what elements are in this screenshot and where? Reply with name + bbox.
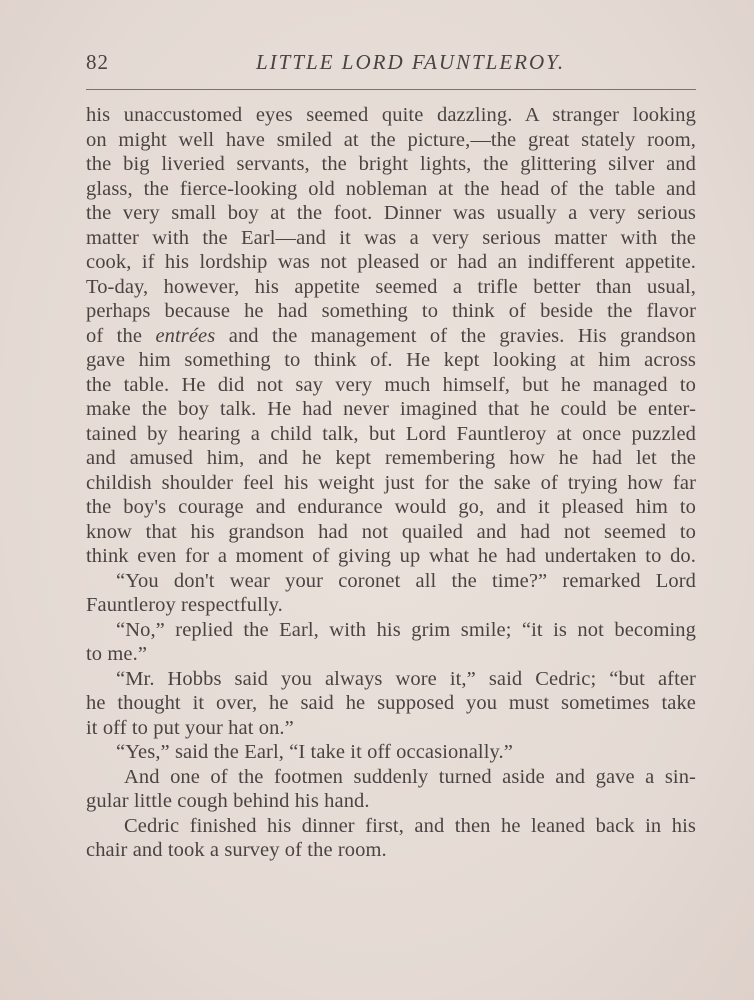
header-rule: [86, 89, 696, 90]
text-line: [86, 275, 696, 300]
text-line: [86, 544, 696, 569]
text-segment: perhaps because he had something to think of beside the flavor: [86, 300, 696, 322]
text-segment: “Mr. Hobbs said you always wore it,” said Cedric; “but after: [116, 667, 696, 690]
text-line: [86, 691, 696, 716]
text-segment: “Yes,” said the Earl, “I take it off occasionally.”: [116, 741, 513, 763]
text-segment: know that his grandson had not quailed and had not seemed to: [86, 520, 696, 543]
text-line: [86, 838, 696, 863]
text-segment: think even for a moment of giving up what he had undertaken to do.: [86, 545, 696, 567]
text-line: [86, 740, 696, 765]
text-line: [86, 593, 696, 618]
text-line: [86, 177, 696, 202]
text-segment: to me.”: [86, 643, 148, 665]
text-segment: the boy's courage and endurance would go, and it pleased him to: [86, 496, 696, 518]
text-line: [86, 446, 696, 471]
text-line: [86, 789, 696, 814]
text-line: [86, 226, 696, 251]
text-line: [86, 348, 696, 373]
text-line: [86, 103, 696, 128]
text-segment: glass, the fierce-looking old nobleman at the head of the table and: [86, 177, 696, 200]
text-segment: the big liveried servants, the bright lights, the glittering silver and: [86, 153, 696, 175]
text-line: [86, 495, 696, 520]
text-line: [86, 201, 696, 226]
text-segment: “No,” replied the Earl, with his grim smile; “it is not becoming: [116, 618, 696, 641]
text-segment: cook, if his lordship was not pleased or had an indifferent appetite.: [86, 251, 696, 273]
text-line: [86, 128, 696, 153]
text-segment: it off to put your hat on.”: [86, 716, 294, 739]
text-line: [86, 618, 696, 643]
text-line: [86, 471, 696, 496]
text-line: [86, 765, 696, 790]
text-segment: tained by hearing a child talk, but Lord Fauntleroy at once puzzled: [86, 422, 696, 445]
text-segment: he thought it over, he said he supposed you must sometimes take: [86, 692, 696, 714]
text-segment: the very small boy at the foot. Dinner was usually a very serious: [86, 202, 696, 224]
text-segment: matter with the Earl—and it was a very serious matter with the: [86, 226, 696, 249]
text-segment: childish shoulder feel his weight just for the sake of trying how far: [86, 471, 696, 494]
text-line: [86, 642, 696, 667]
text-segment: To-day, however, his appetite seemed a trifle better than usual,: [86, 275, 696, 298]
text-line: [86, 250, 696, 275]
text-segment: chair and took a survey of the room.: [86, 839, 387, 861]
text-line: [86, 373, 696, 398]
text-segment: make the boy talk. He had never imagined that he could be enter-: [86, 398, 696, 420]
text-segment: “You don't wear your coronet all the time?” remarked Lord: [116, 569, 696, 592]
text-segment: and the management of the gravies. His grandson: [215, 324, 697, 347]
text-line: [86, 422, 696, 447]
text-line: [86, 397, 696, 422]
text-segment: gave him something to think of. He kept looking at him across: [86, 349, 696, 371]
text-segment: of the: [86, 324, 156, 347]
text-line: [86, 520, 696, 545]
text-line: [86, 299, 696, 324]
text-line: [86, 152, 696, 177]
text-line: [86, 667, 696, 692]
text-line: [86, 814, 696, 839]
text-line: [86, 716, 696, 741]
running-head: [86, 50, 696, 80]
text-segment: his unaccustomed eyes seemed quite dazzling. A stranger looking: [86, 104, 696, 126]
text-segment: And one of the footmen suddenly turned aside and gave a sin-: [124, 765, 696, 788]
text-segment: Cedric finished his dinner first, and then he leaned back in his: [124, 814, 696, 837]
body-text: [86, 103, 696, 863]
running-title: LITTLE LORD FAUNTLEROY.: [256, 50, 566, 74]
text-line: [86, 569, 696, 594]
text-line: [86, 324, 696, 349]
text-segment: on might well have smiled at the picture,—the great stately room,: [86, 128, 696, 151]
page-number: 82: [86, 50, 109, 74]
text-segment: and amused him, and he kept remembering how he had let the: [86, 447, 696, 469]
text-segment: the table. He did not say very much himself, but he managed to: [86, 373, 696, 396]
text-segment: gular little cough behind his hand.: [86, 790, 370, 812]
italic-word: entrées: [155, 324, 216, 347]
text-segment: Fauntleroy respectfully.: [86, 594, 283, 616]
